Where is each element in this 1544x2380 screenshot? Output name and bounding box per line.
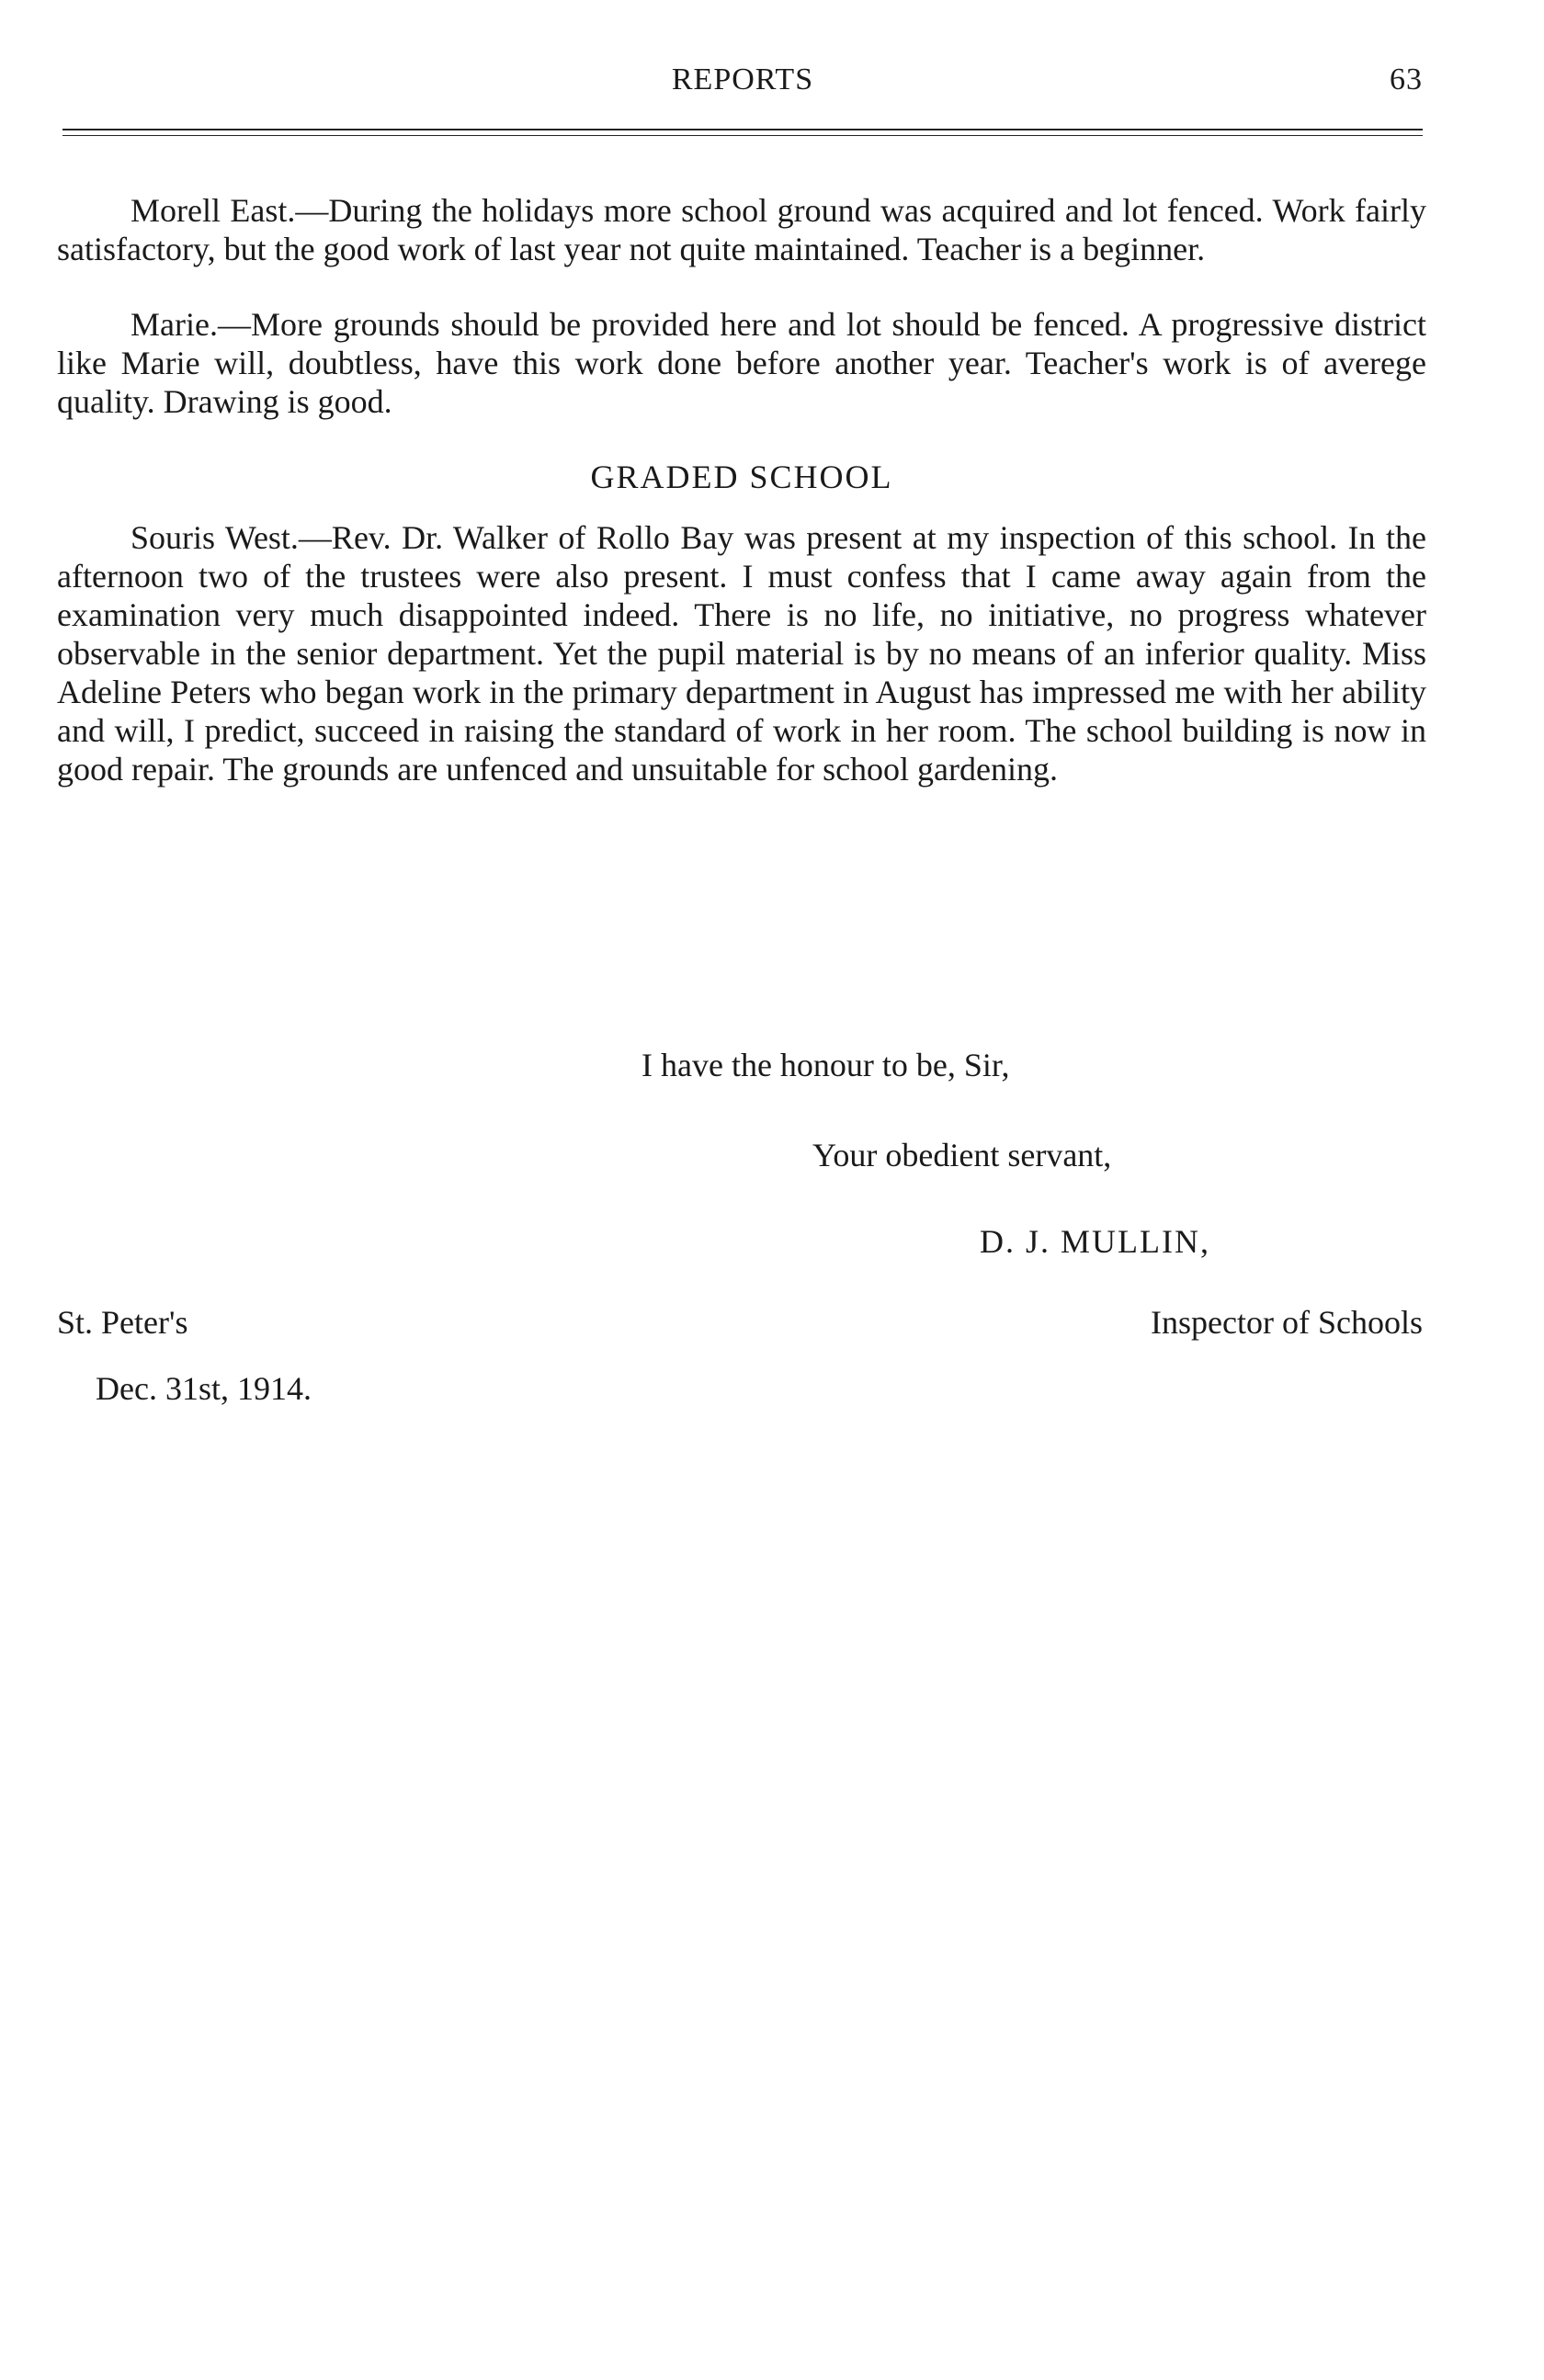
report-body (57, 191, 1426, 825)
place: St. Peter's (57, 1304, 188, 1341)
page-number: 63 (1390, 62, 1423, 96)
running-head (62, 62, 1423, 108)
date: Dec. 31st, 1914. (96, 1370, 312, 1407)
section-heading: GRADED SCHOOL (590, 459, 893, 495)
closing-line: I have the honour to be, Sir, (641, 1047, 1010, 1083)
signatory-title: Inspector of Schools (1151, 1304, 1423, 1341)
closing-servant: Your obedient servant, (812, 1137, 1112, 1173)
header-rule (62, 129, 1423, 136)
paragraph-souris-west: Souris West.—Rev. Dr. Walker of Rollo Bay was present at my inspection of this school. In the afternoon two of the trustees were also present. I must confess that I came away again from the examination very much disappointed indeed. There is no life, no initiative, no progress whatever observable in the senior department. Yet the pupil material is by no means of an inferior quality. Miss Adeline Peters who began work in the primary department in August has impressed me with her ability and will, I predict, succeed in raising the standard of work in her room. The school building is now in good repair. The grounds are unfenced and unsuitable for school gardening. (57, 519, 1426, 788)
signature: D. J. MULLIN, (980, 1223, 1210, 1260)
running-title: REPORTS (671, 62, 814, 96)
paragraph-marie: Marie.—More grounds should be provided here and lot should be fenced. A progressive district like Marie will, doubtless, have this work done before another year. Teacher's work is of averege quality. Drawing is good. (57, 306, 1426, 420)
paragraph-morell-east: Morell East.—During the holidays more school ground was acquired and lot fenced. Work fairly satisfactory, but the good work of last year not quite maintained. Teacher is a beginner. (57, 192, 1426, 267)
